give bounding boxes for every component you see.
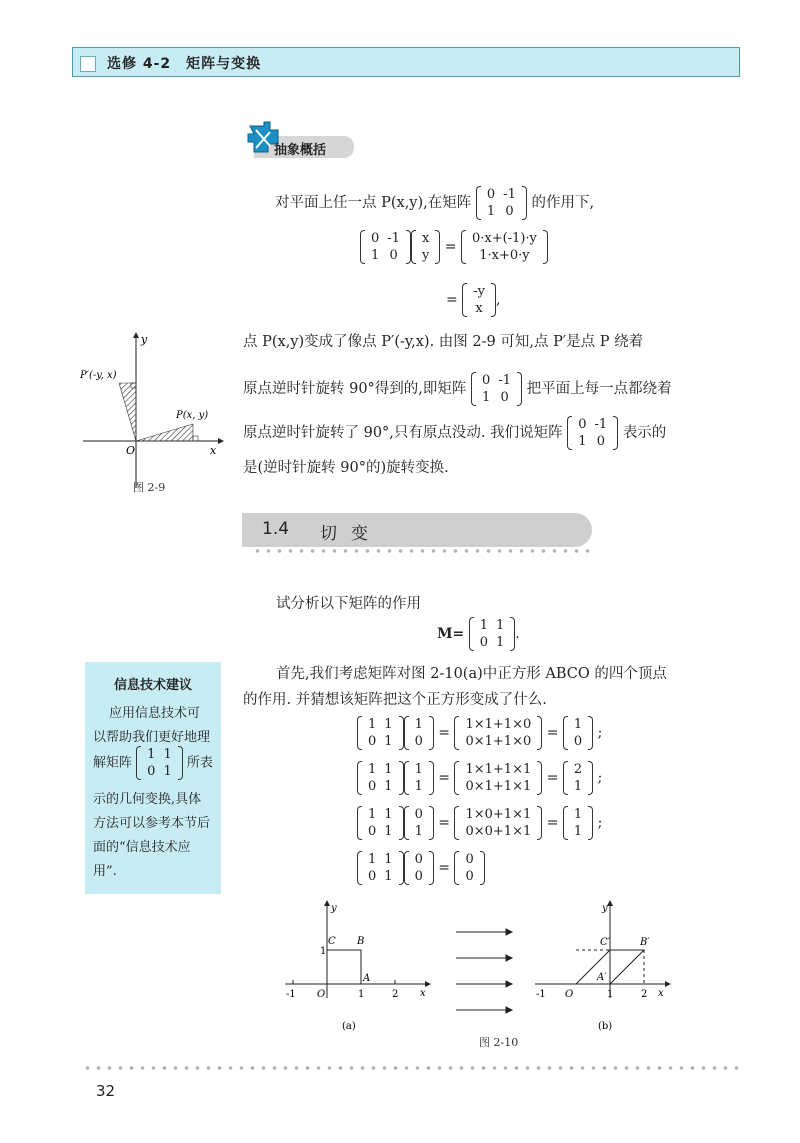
section-dotted-rule [252,549,592,553]
section-number: 1.4 [262,519,290,539]
matrix-cell: 1 [578,434,587,449]
matrix-cell: 1 [371,248,380,263]
matrix-cell: 1 [414,762,423,777]
svg-text:2: 2 [641,989,648,1000]
eq2-rhs [469,283,489,317]
triangle-p [136,424,193,441]
matrix-cell: 0 [414,869,423,884]
matrix-cell: 1 [414,824,423,839]
matrix-cell: 1×0+1×1 [465,807,532,822]
matrix-cell: 1 [163,747,172,762]
matrix-cell: 1 [384,807,393,822]
matrix-cell: 1 [495,635,505,650]
matrix-cell: 1×1+1×0 [465,717,532,732]
para1-line1-b: 的作用下, [531,195,595,211]
matrix-cell: 0·x+(-1)·y [471,231,537,246]
svg-text:O: O [565,989,574,1000]
matrix-cell: y [421,248,430,263]
para2-line3: 的作用. 并猜想该矩阵把这个正方形变成了什么. [243,692,547,708]
matrix-cell: 1 [384,824,393,839]
matrix-cell: 0 [479,635,488,650]
para1-line2: 点 P(x,y)变成了像点 P′(-y,x). 由图 2-9 可知,点 P′是点 P 绕着 [243,334,644,350]
infobox-line1: 应用信息技术可 [109,706,201,721]
figure-2-9 [78,330,228,490]
rot-matrix-3 [574,416,611,450]
calc-2: 1 1 0 1 1 1 = 1×1+1×1 0×1+1×1 = 2 1 ; [357,761,602,795]
footer-dotted-rule [82,1066,742,1070]
triangle-p-prime [119,383,136,441]
svg-text:B: B [357,936,365,947]
eq1-vector [418,230,433,264]
matrix-cell: -1 [503,187,516,202]
matrix-cell: 1 [368,717,377,732]
equals-sign: = [446,292,458,308]
info-tech-tip-box [85,662,221,894]
matrix-cell: 0 [147,764,156,779]
matrix-cell: 1 [495,618,505,633]
para1-line5: 是(逆时针旋转 90°的)旋转变换. [243,460,449,476]
rot-matrix-2 [478,372,515,406]
matrix-cell: 1 [573,807,583,822]
matrix-cell: -y [473,284,485,299]
matrix-cell: 1 [147,747,156,762]
matrix-cell: 0 [371,231,380,246]
svg-text:C: C [328,936,336,947]
matrix-cell: 1 [573,717,583,732]
svg-text:2: 2 [392,989,399,1000]
rot-matrix [483,186,520,220]
rotation-matrix-1 [476,186,527,220]
matrix-cell: 0 [482,373,491,388]
section-title: 切变 [320,524,382,544]
para2-line2: 首先,我们考虑矩阵对图 2-10(a)中正方形 ABCO 的四个顶点 [276,666,667,682]
svg-text:C′: C′ [600,937,610,948]
matrix-cell: 1 [384,869,393,884]
matrix-cell: 1 [414,779,423,794]
matrix-cell: 1 [384,762,393,777]
matrix-cell: 0 [486,187,496,202]
fig29-o-label: O [126,444,136,457]
chapter-header [72,47,740,77]
matrix-cell: 1 [573,779,583,794]
infobox-line6: 面的“信息技术应 [93,840,191,855]
equals-sign: = [444,239,457,255]
matrix-cell: -1 [387,231,400,246]
abstract-summary-label [244,120,354,160]
calc-4: 1 1 0 1 0 0 = 0 0 [357,851,485,885]
svg-text:(a): (a) [342,1021,356,1032]
svg-text:x: x [658,988,664,999]
matrix-cell: 0 [465,852,474,867]
matrix-cell: 1 [384,852,393,867]
fig210-b [535,900,671,1032]
calc-3: 1 1 0 1 0 1 = 1×0+1×1 0×0+1×1 = 1 1 ; [357,806,602,840]
svg-text:x: x [420,988,426,999]
para1-line4 [243,416,666,450]
fig210-caption: 图 2-10 [479,1036,519,1049]
abstract-summary-text: 抽象概括 [274,143,327,158]
svg-text:A′: A′ [597,972,607,983]
section-header [242,513,592,547]
matrix-cell: 0 [573,734,583,749]
matrix-cell: x [421,231,430,246]
svg-text:y: y [331,903,337,914]
para1-line3 [243,372,672,406]
matrix-cell: 0 [414,734,423,749]
matrix-cell: 0 [596,434,605,449]
matrix-cell: 1 [368,852,377,867]
para1-line3-a: 原点逆时针旋转 90°得到的,即矩阵 [243,381,467,397]
svg-text:O: O [317,989,326,1000]
eq1-rhs [468,230,541,264]
svg-text:1: 1 [607,989,614,1000]
equation-2: = -y x , [446,284,501,316]
matrix-m-def: M= 1 1 0 1 . [437,618,520,650]
matrix-cell: 1 [482,390,491,405]
matrix-cell: 1 [368,762,377,777]
svg-text:y: y [602,903,608,914]
matrix-cell: 0 [414,807,423,822]
matrix-cell: -1 [498,373,511,388]
matrix-cell: 1 [414,717,423,732]
infobox-line3: 解矩阵 1 1 0 1 所表 [93,747,213,779]
svg-text:B′: B′ [640,937,650,948]
fig210-a [285,900,431,1032]
para1-line1 [275,186,594,220]
para1-line4-b: 表示的 [622,425,667,441]
matrix-cell: 1 [163,764,172,779]
matrix-cell: 0 [389,248,398,263]
svg-text:-1: -1 [536,989,546,1000]
fig29-pprime-label: P′(-y, x) [80,370,117,381]
matrix-cell: 0×0+1×1 [465,824,532,839]
fig29-x-label: x [210,444,217,457]
matrix-cell: -1 [594,417,608,432]
matrix-cell: 0 [368,869,377,884]
matrix-cell: x [475,301,483,316]
matrix-cell: 1 [368,807,377,822]
matrix-cell: 0×1+1×1 [465,779,532,794]
svg-text:1: 1 [320,946,327,957]
fig29-y-label: y [141,333,148,346]
para1-line3-b: 把平面上每一点都绕着 [526,381,672,397]
matrix-cell: 1×1+1×1 [465,762,532,777]
matrix-cell: 0 [505,204,514,219]
m-matrix [476,617,509,651]
svg-text:1: 1 [358,989,365,1000]
matrix-cell: 0 [414,852,423,867]
matrix-cell: 0×1+1×0 [465,734,532,749]
infobox-line7: 用”. [93,864,117,879]
matrix-cell: 1 [486,204,496,219]
matrix-cell: 0 [368,779,377,794]
svg-text:-1: -1 [286,989,296,1000]
fig29-caption: 图 2-9 [133,481,166,494]
matrix-cell: 0 [578,417,587,432]
matrix-cell: 1 [384,734,393,749]
infobox-line5: 方法可以参考本节后 [93,816,211,831]
equation-1 [360,230,548,264]
infobox-title: 信息技术建议 [113,678,192,693]
matrix-cell: 1·x+0·y [479,248,530,263]
fig29-p-label: P(x, y) [176,410,209,421]
m-label: M= [437,626,465,642]
matrix-cell: 1 [384,717,393,732]
matrix-cell: 0 [500,390,509,405]
matrix-cell: 2 [573,762,583,777]
infobox-line4: 示的几何变换,具体 [93,792,202,807]
svg-text:A: A [363,973,371,984]
para2-line1: 试分析以下矩阵的作用 [276,596,421,612]
page-number: 32 [96,1082,116,1100]
matrix-cell: 0 [465,869,474,884]
eq1-matrix [367,230,404,264]
matrix-cell: 1 [573,824,583,839]
calc-1: 1 1 0 1 1 0 = 1×1+1×0 0×1+1×0 = 1 0 ; [357,716,602,750]
matrix-cell: 0 [368,824,377,839]
para1-line4-a: 原点逆时针旋转了 90°,只有原点没动. 我们说矩阵 [243,425,563,441]
svg-text:(b): (b) [598,1021,613,1032]
figure-2-10 [280,898,680,1048]
matrix-cell: 0 [368,734,377,749]
header-square-icon [80,56,96,72]
matrix-cell: 1 [479,618,488,633]
infobox-line2: 以帮助我们更好地理 [93,730,211,745]
transform-arrows [456,929,512,1013]
para1-line1-a: 对平面上任一点 P(x,y),在矩阵 [275,195,472,211]
header-title: 选修 4-2 矩阵与变换 [107,56,262,72]
matrix-cell: 1 [384,779,393,794]
